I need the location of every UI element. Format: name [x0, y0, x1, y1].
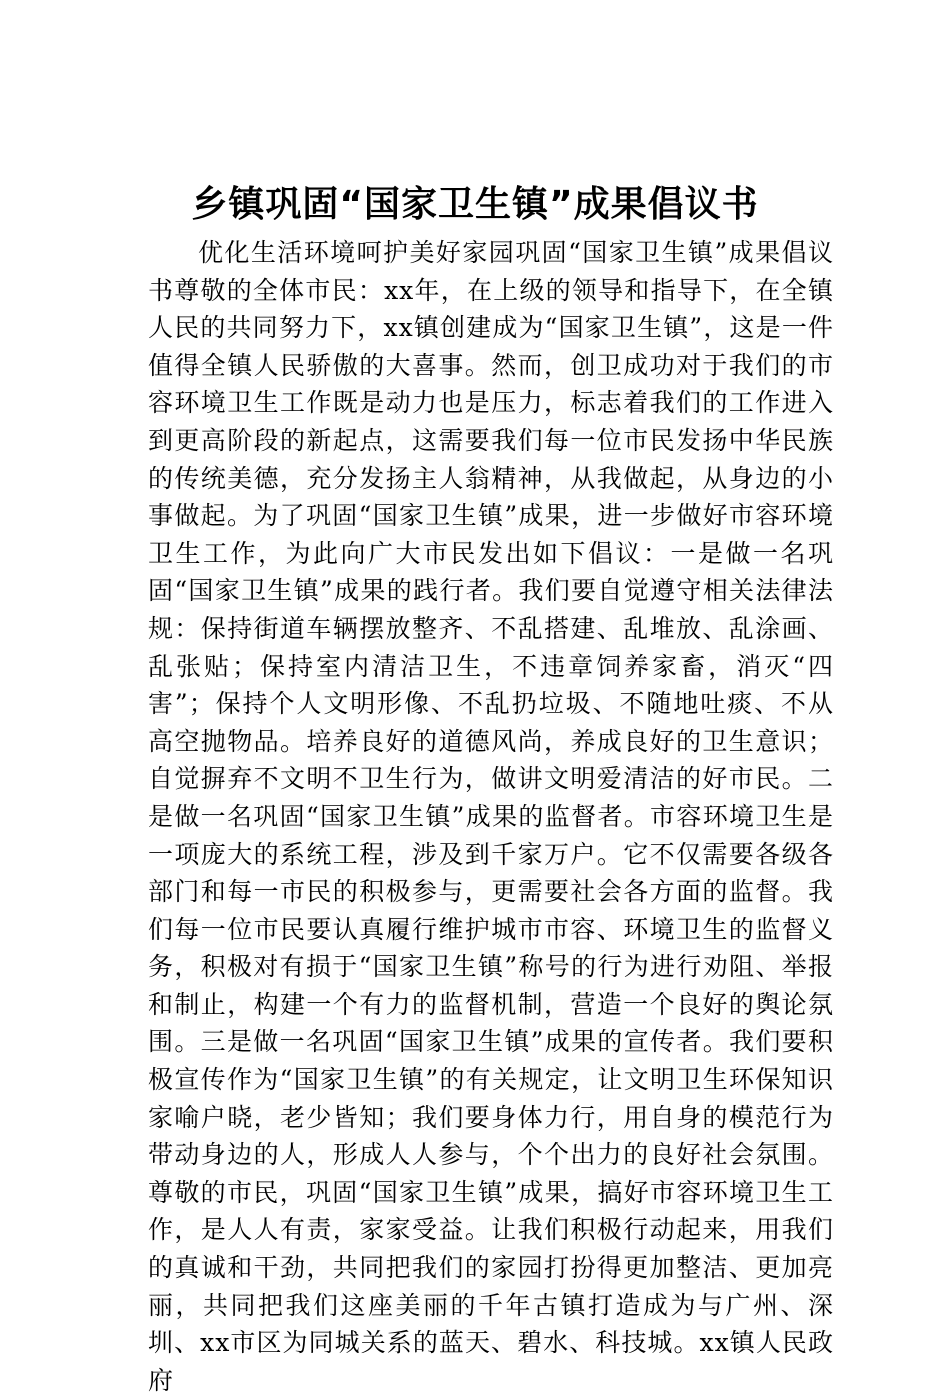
document-title: 乡镇巩固“国家卫生镇”成果倡议书 — [191, 184, 759, 225]
document-body: 优化生活环境呵护美好家园巩固“国家卫生镇”成果倡议书尊敬的全体市民：xx年，在上级的领导和指导下，在全镇人民的共同努力下，xx镇创建成为“国家卫生镇”，这是一件值得全镇人民骄傲的大喜事。然而，创卫成功对于我们的市容环境卫生工作既是动力也是压力，标志着我们的工作进入到更高阶段的新起点，这需要我们每一位市民发扬中华民族的传统美德，充分发扬主人翁精神，从我做起，从身边的小事做起。为了巩固“国家卫生镇”成果，进一步做好市容环境卫生工作，为此向广大市民发出如下倡议：一是做一名巩固“国家卫生镇”成果的践行者。我们要自觉遵守相关法律法规：保持街道车辆摆放整齐、不乱搭建、乱堆放、乱涂画、乱张贴；保持室内清洁卫生，不违章饲养家畜，消灭“四害”；保持个人文明形像、不乱扔垃圾、不随地吐痰、不从高空抛物品。培养良好的道德风尚，养成良好的卫生意识；自觉摒弃不文明不卫生行为，做讲文明爱清洁的好市民。二是做一名巩固“国家卫生镇”成果的监督者。市容环境卫生是一项庞大的系统工程，涉及到千家万户。它不仅需要各级各部门和每一市民的积极参与，更需要社会各方面的监督。我们每一位市民要认真履行维护城市市容、环境卫生的监督义务，积极对有损于“国家卫生镇”称号的行为进行劝阻、举报和制止，构建一个有力的监督机制，营造一个良好的舆论氛围。三是做一名巩固“国家卫生镇”成果的宣传者。我们要积极宣传作为“国家卫生镇”的有关规定，让文明卫生环保知识家喻户晓，老少皆知；我们要身体力行，用自身的模范行为带动身边的人，形成人人参与，个个出力的良好社会氛围。尊敬的市民，巩固“国家卫生镇”成果，搞好市容环境卫生工作，是人人有责，家家受益。让我们积极行动起来，用我们的真诚和干劲，共同把我们的家园打扮得更加整洁、更加亮丽，共同把我们这座美丽的千年古镇打造成为与广州、深圳、xx市区为同城关系的蓝天、碧水、科技城。xx镇人民政府 — [148, 238, 834, 1395]
